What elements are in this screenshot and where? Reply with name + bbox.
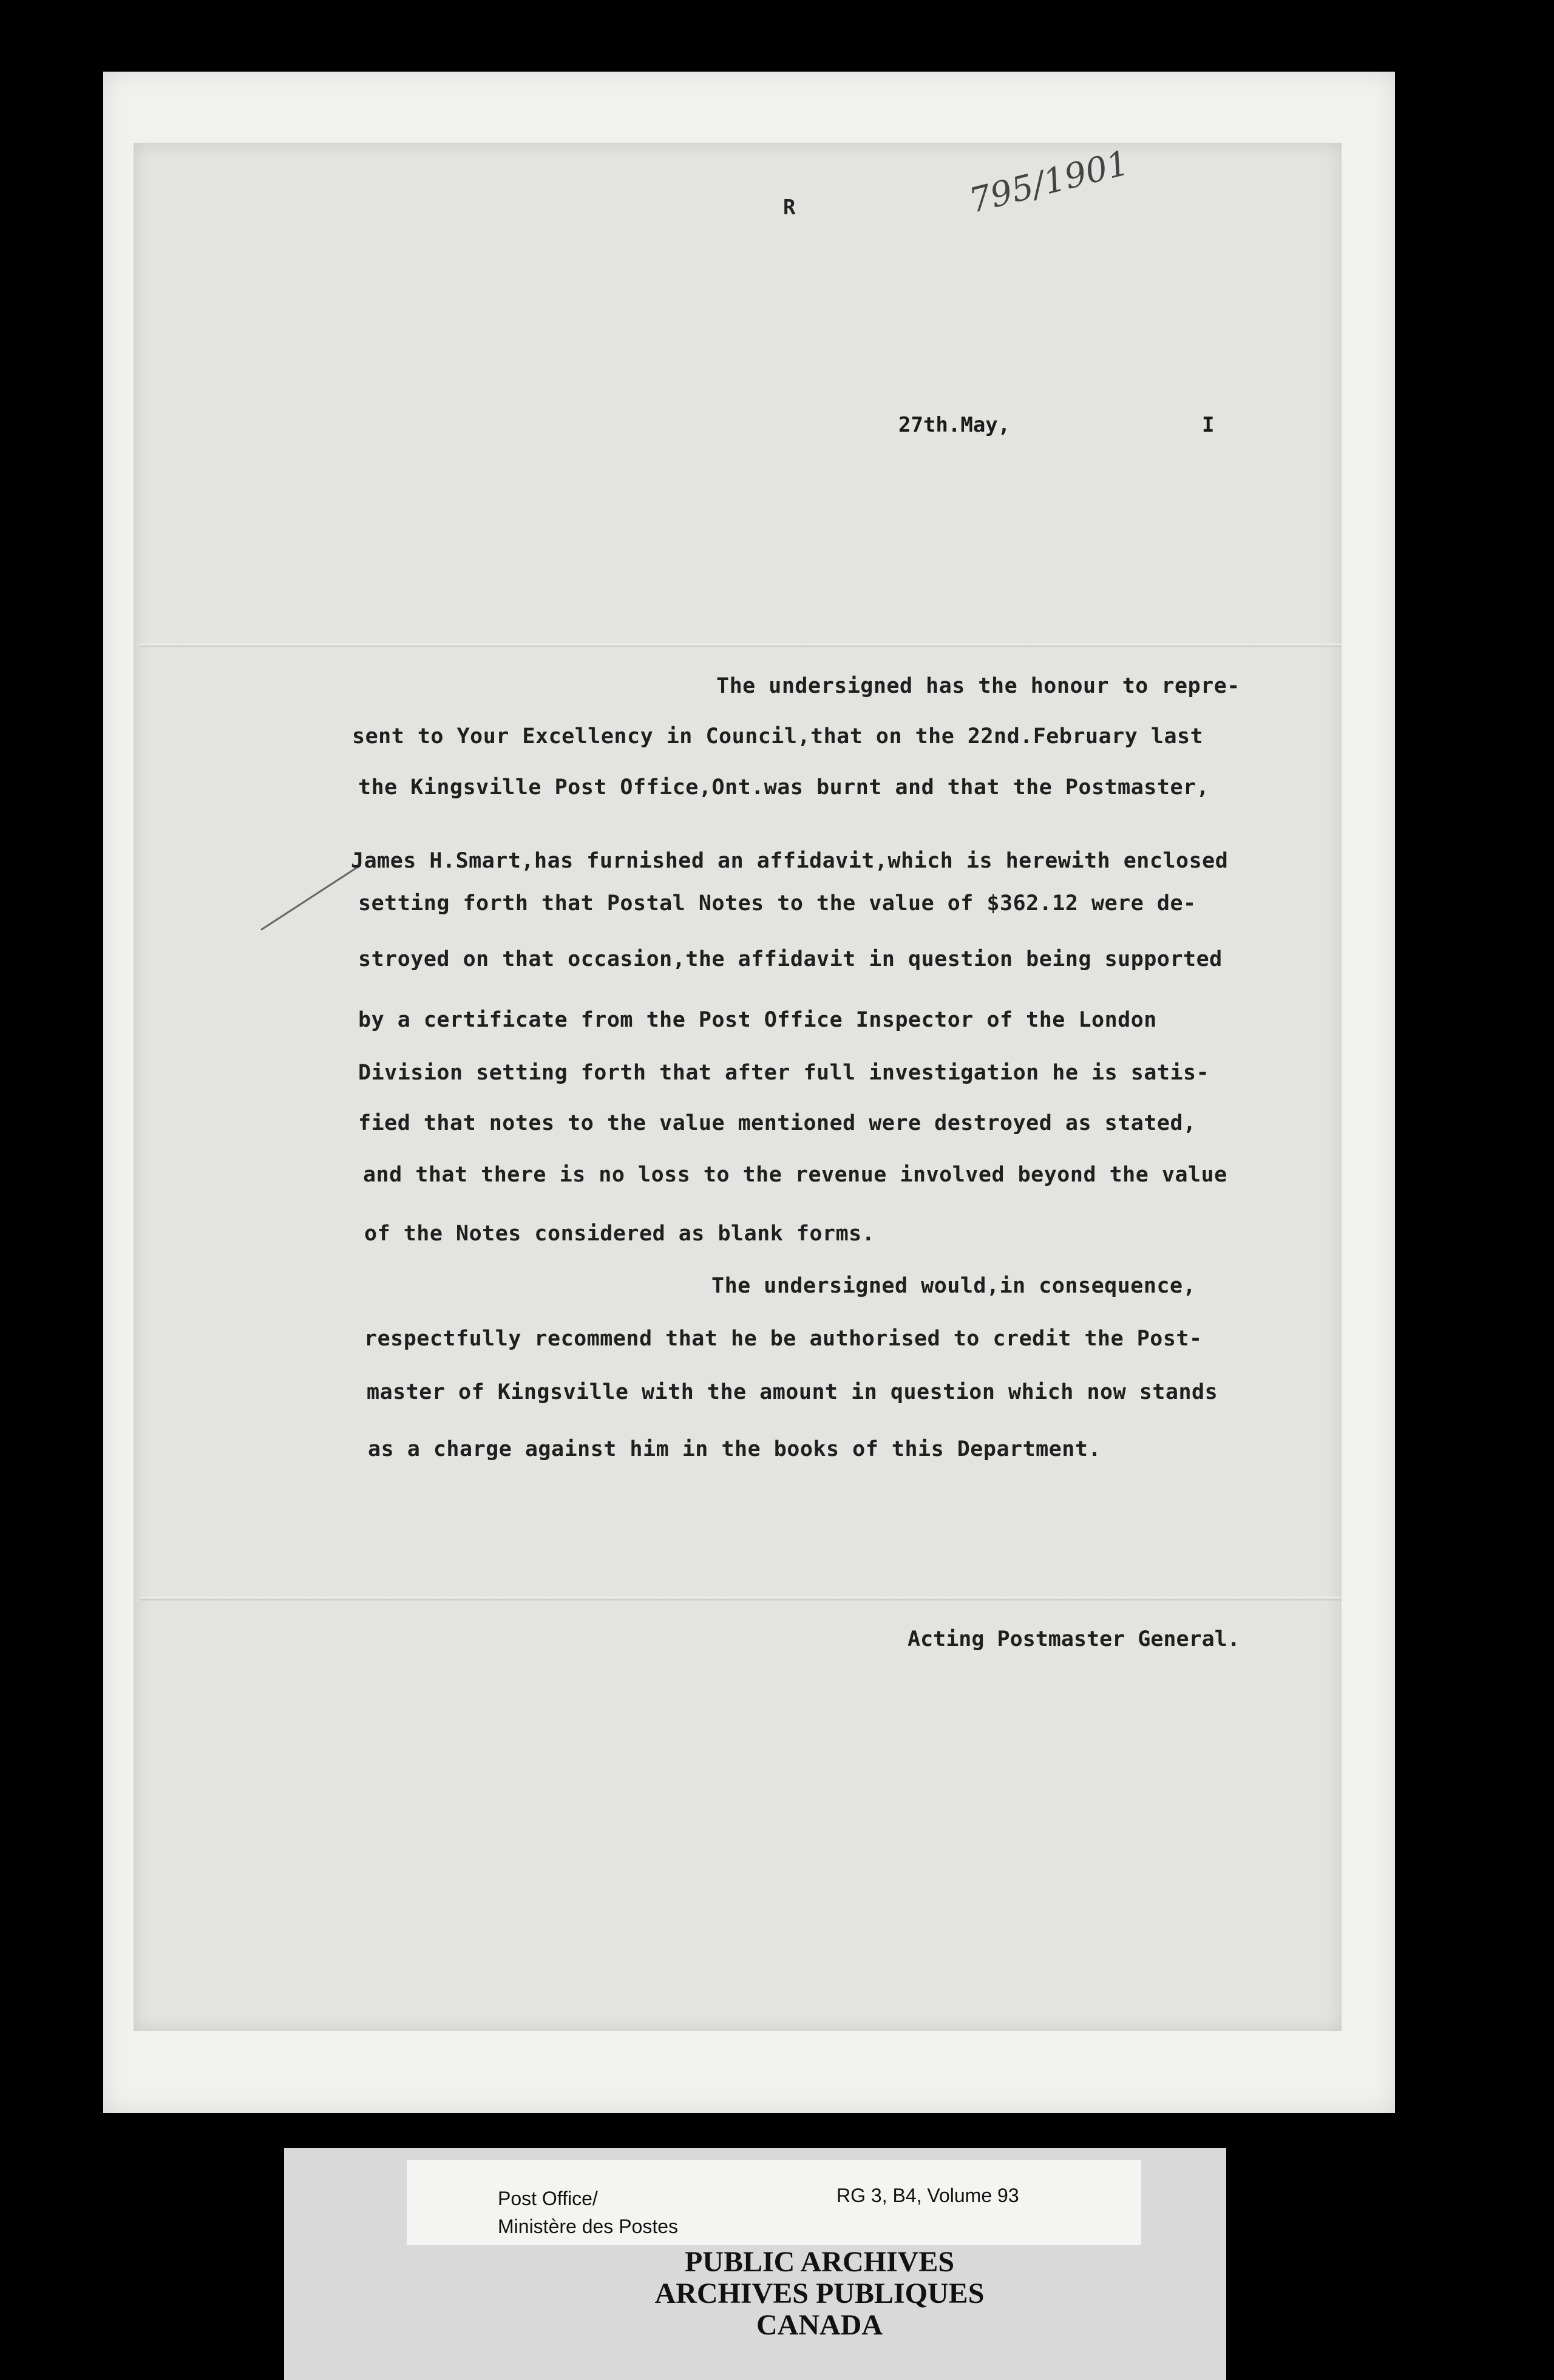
archive-stamp-line: PUBLIC ARCHIVES	[684, 2246, 955, 2278]
handwritten-reference: 795/1901	[965, 143, 1133, 222]
letter-date: 27th.May,	[898, 413, 1011, 437]
archive-department: Post Office/ Ministère des Postes	[498, 2188, 679, 2237]
body-line: master of Kingsville with the amount in question which now stands	[367, 1380, 1218, 1404]
body-line: as a charge against him in the books of this Department.	[368, 1437, 1102, 1461]
paper-fold	[140, 1597, 1342, 1600]
letter-page	[134, 143, 1342, 2031]
body-line: fied that notes to the value mentioned were destroyed as stated,	[358, 1111, 1196, 1135]
body-line: sent to Your Excellency in Council,that on the 22nd.February last	[352, 724, 1204, 749]
body-line: and that there is no loss to the revenue involved beyond the value	[363, 1163, 1227, 1187]
archive-reference: RG 3, B4, Volume 93	[836, 2184, 1019, 2206]
body-line: The undersigned has the honour to repre-	[716, 674, 1240, 698]
body-line: The undersigned would,in consequence,	[711, 1274, 1196, 1298]
archive-stamp-line: ARCHIVES PUBLIQUES	[654, 2277, 985, 2310]
body-line: respectfully recommend that he be authorised to credit the Post-	[364, 1327, 1203, 1351]
body-line: by a certificate from the Post Office Inspector of the London	[358, 1008, 1157, 1032]
archive-stamp-line: CANADA	[756, 2309, 883, 2341]
page-number: I	[1202, 413, 1215, 437]
body-line: Division setting forth that after full investigation he is satis-	[358, 1061, 1210, 1085]
body-line: James H.Smart,has furnished an affidavit,which is herewith enclosed	[351, 849, 1229, 873]
signature-line: Acting Postmaster General.	[908, 1627, 1240, 1651]
body-line: setting forth that Postal Notes to the value of $362.12 were de-	[358, 891, 1196, 916]
body-line: stroyed on that occasion,the affidavit in question being supported	[358, 947, 1223, 971]
body-line: of the Notes considered as blank forms.	[364, 1222, 875, 1246]
paper-fold	[140, 644, 1342, 647]
sheet-mark: R	[783, 195, 796, 220]
archive-stamp	[546, 2246, 1093, 2341]
body-line: the Kingsville Post Office,Ont.was burnt and that the Postmaster,	[358, 775, 1210, 800]
